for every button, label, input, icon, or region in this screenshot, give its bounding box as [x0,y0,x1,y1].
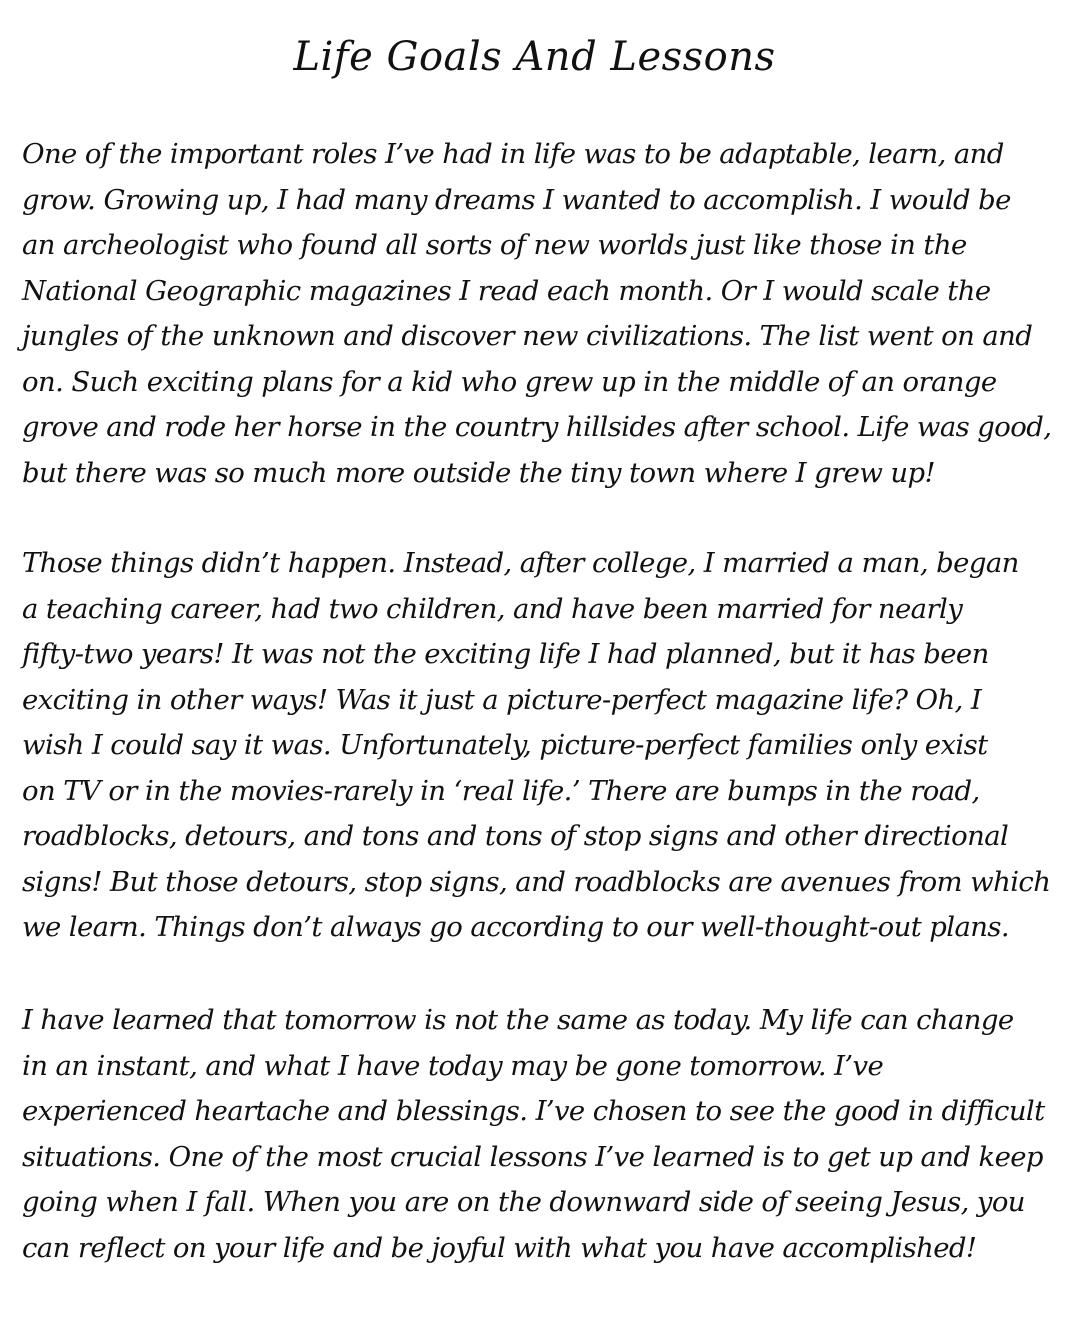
paragraph-line: I have learned that tomorrow is not the same as today. My life can change [22,1004,1014,1036]
paragraph-line: experienced heartache and blessings. I’ve chosen to see the good in difficult [22,1095,1045,1127]
paragraph-line: a teaching career, had two children, and have been married for nearly [22,592,963,625]
paragraph-line: on TV or in the movies-rarely in ‘real life.’ There are bumps in the road, [22,774,980,807]
paragraph-line: signs! But those detours, stop signs, and roadblocks are avenues from which [22,865,1051,898]
paragraph-line: One of the important roles I’ve had in life was to be adaptable, learn, and [22,138,1004,170]
paragraph-line: Those things didn’t happen. Instead, after college, I married a man, began [22,547,1019,579]
paragraph-line: in an instant, and what I have today may be gone tomorrow. I’ve [22,1049,884,1082]
paragraph-line: an archeologist who found all sorts of new worlds just like those in the [22,229,967,261]
paragraph-lessons-learned [22,998,1062,1271]
page-title: Life Goals And Lessons [293,34,776,80]
paragraph-line: jungles of the unknown and discover new civilizations. The list went on and [22,320,1033,352]
paragraph-line: National Geographic magazines I read each month. Or I would scale the [22,274,991,307]
paragraph-line: can reflect on your life and be joyful with what you have accomplished! [22,1231,977,1264]
paragraph-line: exciting in other ways! Was it just a picture-perfect magazine life? Oh, I [22,683,982,716]
paragraph-line: we learn. Things don’t always go according to our well-thought-out plans. [22,911,1010,943]
paragraph-line: fifty-two years! It was not the exciting life I had planned, but it has been [22,638,989,670]
paragraph-line: grove and rode her horse in the country hillsides after school. Life was good, [22,411,1052,443]
paragraph-line: going when I fall. When you are on the downward side of seeing Jesus, you [22,1186,1025,1218]
paragraph-line: roadblocks, detours, and tons and tons of stop signs and other directional [22,820,1009,852]
paragraph-real-life [22,541,1062,951]
paragraph-childhood-dreams [22,132,1062,496]
paragraph-line: but there was so much more outside the tiny town where I grew up! [22,456,935,489]
paragraph-line: on. Such exciting plans for a kid who grew up in the middle of an orange [22,365,997,398]
paragraph-line: situations. One of the most crucial lessons I’ve learned is to get up and keep [22,1140,1043,1173]
paragraph-line: grow. Growing up, I had many dreams I wanted to accomplish. I would be [22,183,1011,216]
paragraph-line: wish I could say it was. Unfortunately, picture-perfect families only exist [22,729,988,761]
